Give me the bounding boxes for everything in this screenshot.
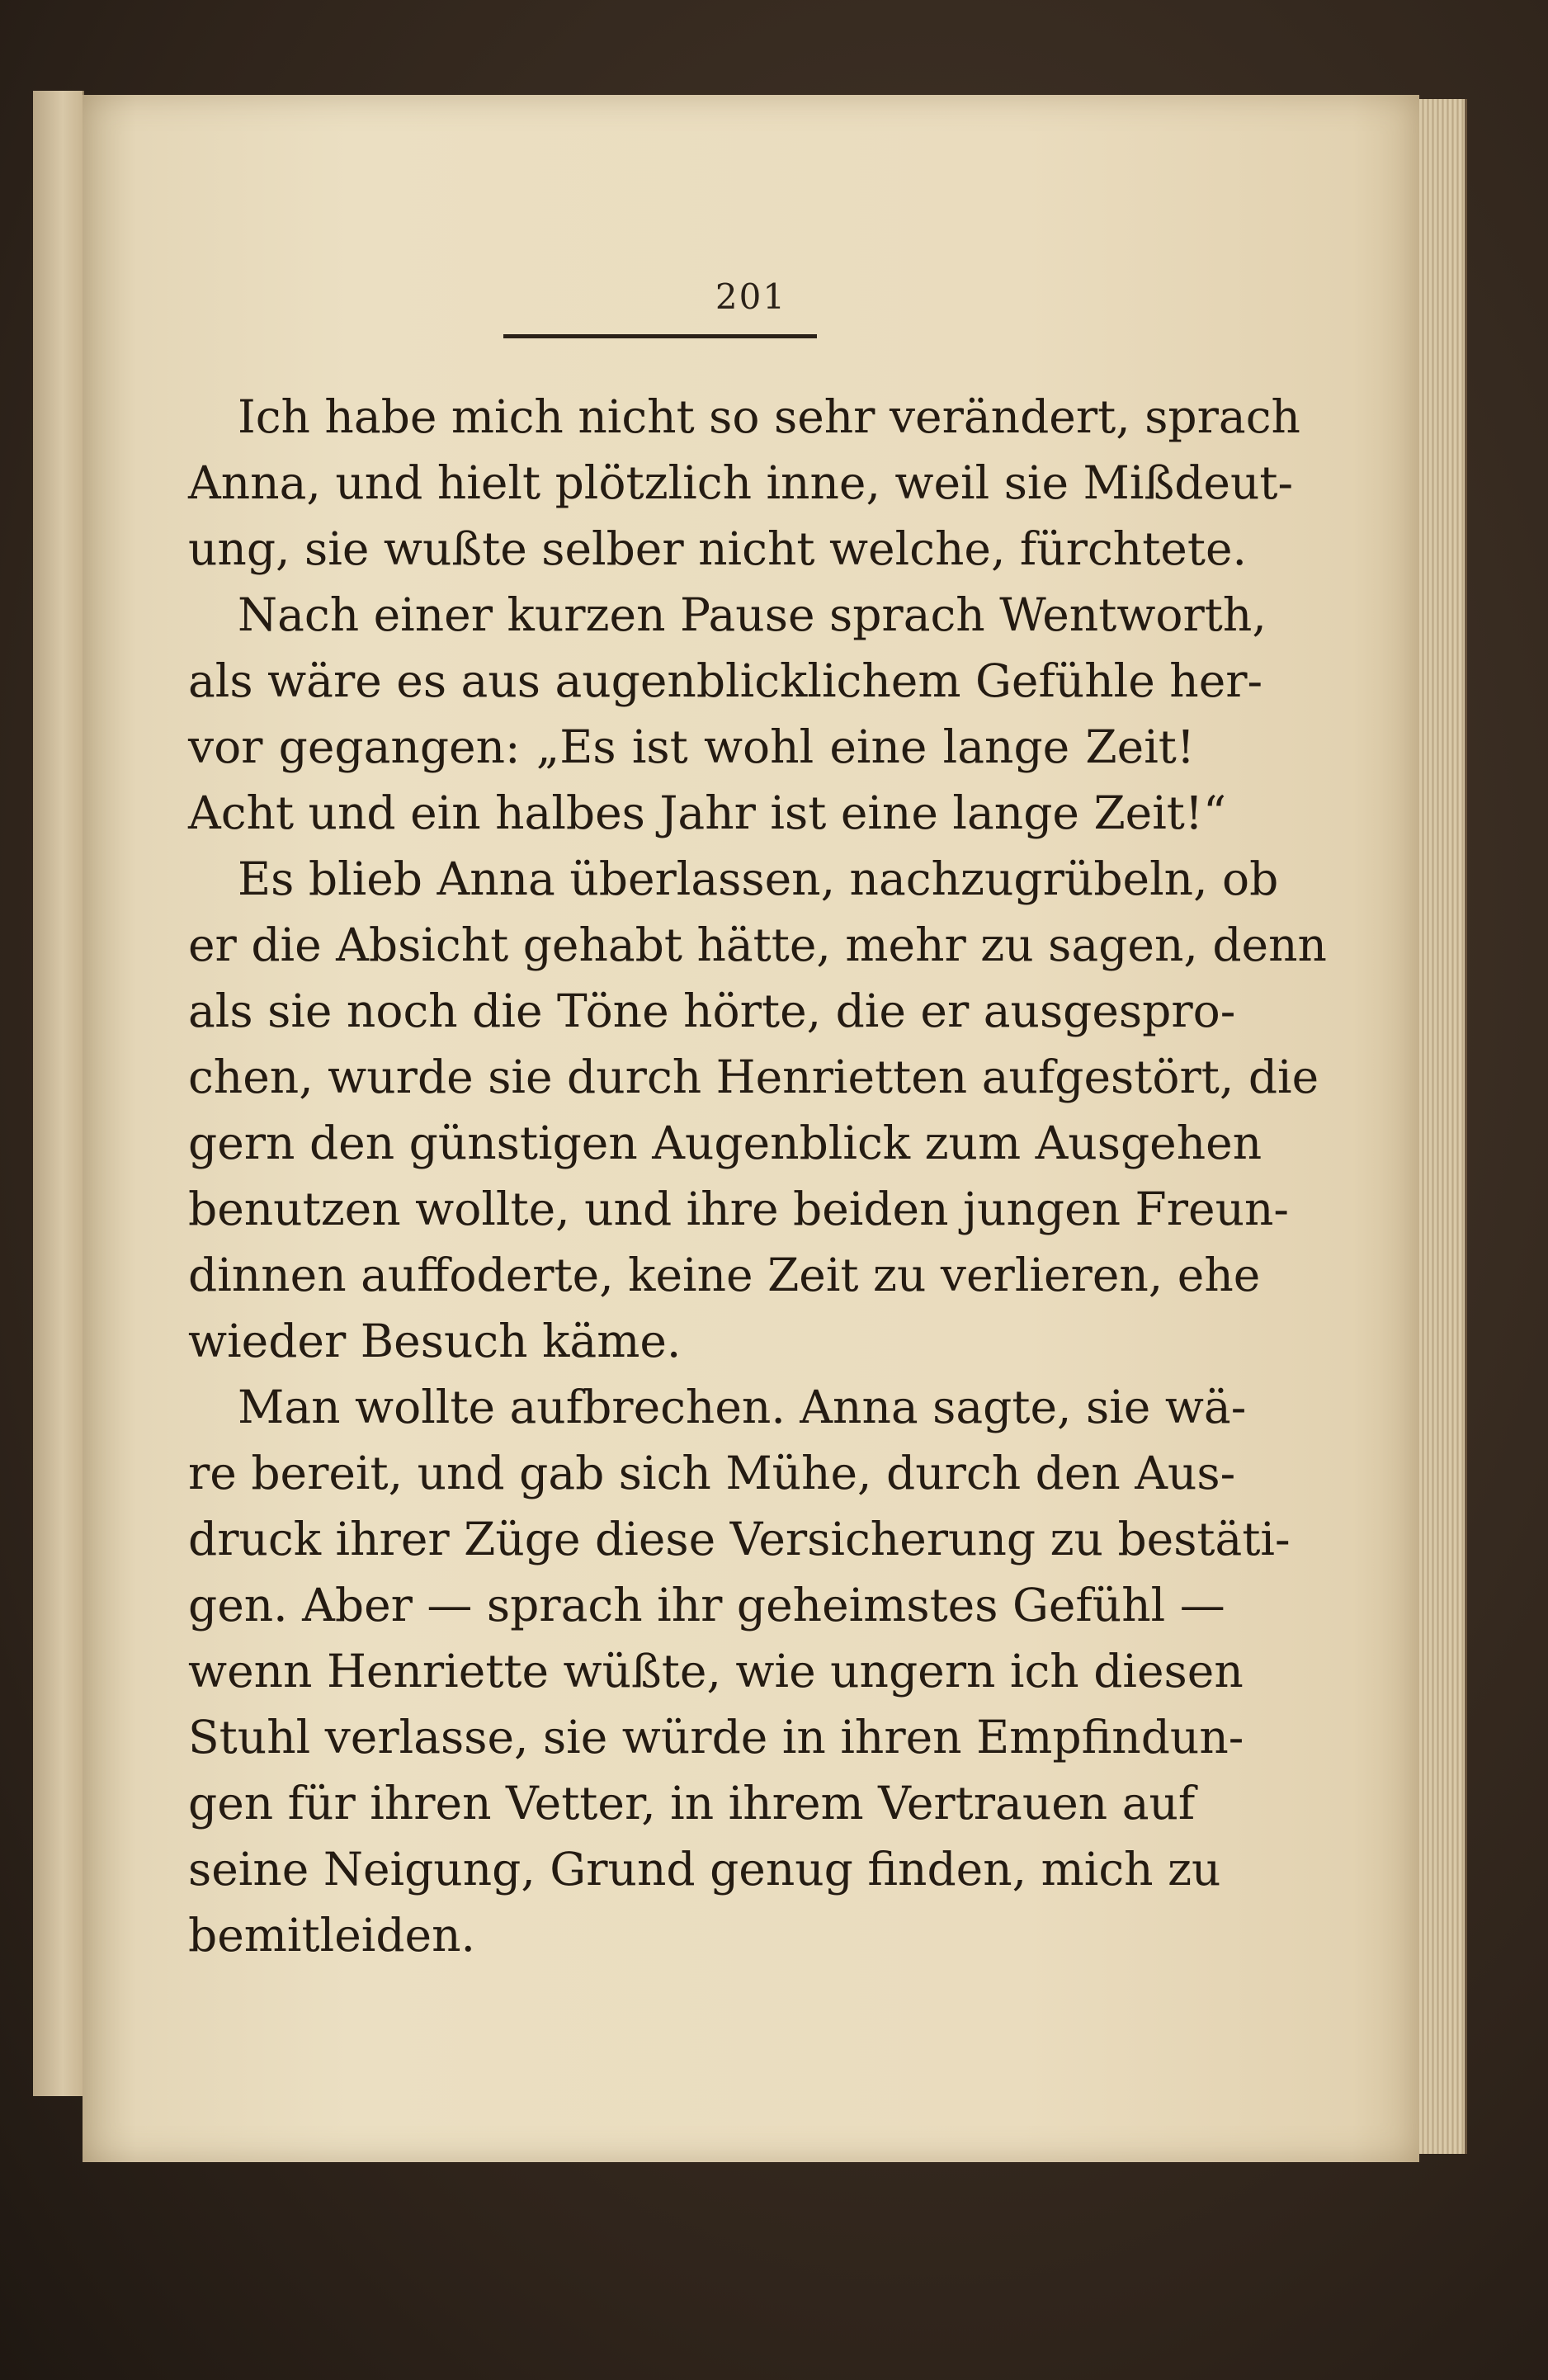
page-stack-edges: [1419, 99, 1467, 2154]
text-line: gern den günstigen Augenblick zum Ausgehen: [188, 1117, 1262, 1169]
text-line: gen. Aber — sprach ihr geheimstes Gefühl —: [188, 1579, 1225, 1632]
text-line: Ich habe mich nicht so sehr verändert, sprach: [238, 390, 1300, 443]
text-line: wenn Henriette wüßte, wie ungern ich diesen: [188, 1645, 1244, 1698]
text-line: Stuhl verlasse, sie würde in ihren Empfindun-: [188, 1711, 1244, 1764]
text-line: re bereit, und gab sich Mühe, durch den Aus-: [188, 1447, 1236, 1499]
text-line: er die Absicht gehabt hätte, mehr zu sagen, denn: [188, 918, 1327, 971]
header-rule: [503, 334, 817, 338]
paragraph: [188, 846, 1327, 1374]
text-line: Man wollte aufbrechen. Anna sagte, sie wä-: [238, 1381, 1247, 1433]
paragraph: [188, 384, 1300, 582]
text-line: wieder Besuch käme.: [188, 1315, 682, 1367]
page-number: 201: [715, 276, 787, 317]
paragraph: [188, 1374, 1291, 1968]
book-page: [83, 95, 1419, 2162]
text-line: Nach einer kurzen Pause sprach Wentworth,: [238, 588, 1267, 641]
text-line: seine Neigung, Grund genug finden, mich zu: [188, 1843, 1221, 1896]
text-line: Es blieb Anna überlassen, nachzugrübeln, ob: [238, 852, 1279, 905]
text-line: vor gegangen: „Es ist wohl eine lange Zeit!: [188, 720, 1195, 773]
text-line: bemitleiden.: [188, 1909, 475, 1962]
paragraph: [188, 582, 1267, 846]
text-line: druck ihrer Züge diese Versicherung zu bestäti-: [188, 1513, 1291, 1565]
text-line: Anna, und hielt plötzlich inne, weil sie Mißdeut-: [188, 456, 1294, 509]
text-line: dinnen auffoderte, keine Zeit zu verlieren, ehe: [188, 1249, 1261, 1301]
text-line: als wäre es aus augenblicklichem Gefühle her-: [188, 654, 1263, 707]
text-line: benutzen wollte, und ihre beiden jungen Freun-: [188, 1183, 1289, 1235]
text-line: als sie noch die Töne hörte, die er ausgespro-: [188, 985, 1236, 1037]
text-line: Acht und ein halbes Jahr ist eine lange Zeit!“: [188, 786, 1227, 839]
text-line: ung, sie wußte selber nicht welche, fürchtete.: [188, 522, 1247, 575]
text-line: chen, wurde sie durch Henrietten aufgestört, die: [188, 1051, 1319, 1103]
left-page-edge: [33, 91, 84, 2096]
page-text: [188, 384, 1327, 1968]
text-line: gen für ihren Vetter, in ihrem Vertrauen auf: [188, 1777, 1196, 1830]
